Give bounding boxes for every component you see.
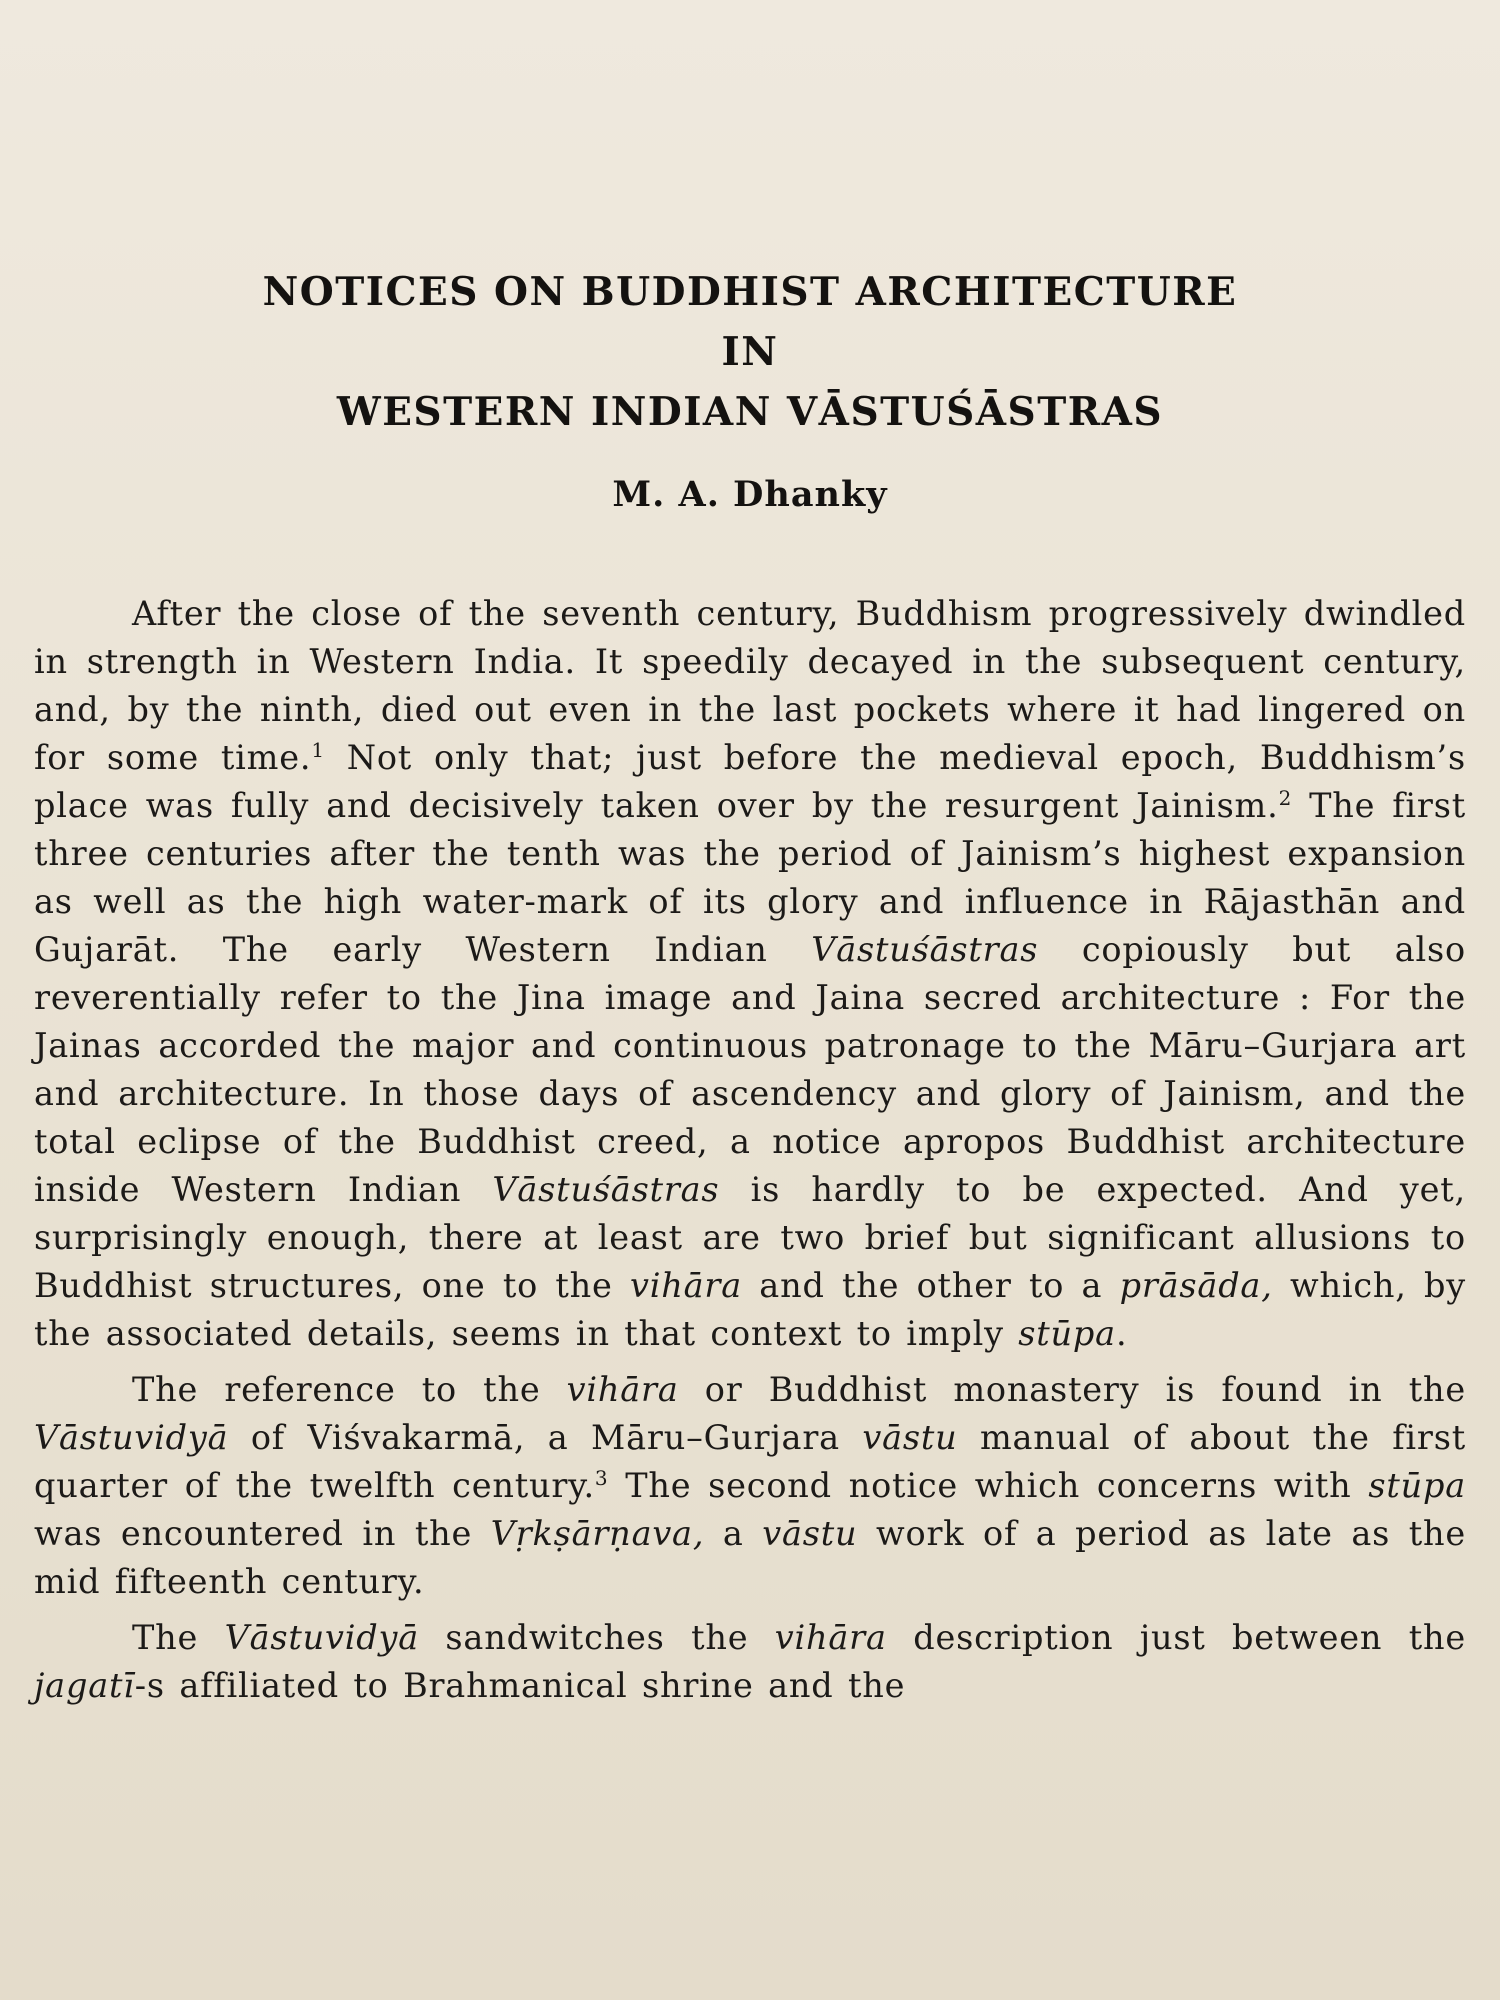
- text-run: After the close of the seventh century, Buddhism progressively dwindled in strength in Western India. It speedily decayed in the subsequent century, and, by the ninth, died out even in the last pockets where it had lingered on for some time.: [34, 594, 1466, 777]
- text-run: The first three centuries after the tenth was the period of Jainism’s highest expansion as well as the high water-mark of its glory and influence in Rājasthān and Gujarāt. The early Western Indian: [34, 786, 1466, 969]
- paragraph: [34, 590, 1466, 1358]
- footnote-ref: 1: [311, 737, 325, 762]
- text-run: a: [704, 1514, 763, 1553]
- italic-term: Vāstuśāstras: [492, 1170, 720, 1209]
- italic-term: Vāstuvidyā: [34, 1418, 229, 1457]
- italic-term: Vṛkṣārṇava,: [490, 1514, 705, 1553]
- text-run: of Viśvakarmā, a Māru–Gurjara: [228, 1418, 863, 1457]
- italic-term: vāstu: [762, 1514, 858, 1553]
- author-name: M. A. Dhanky: [612, 474, 888, 515]
- text-run: work of a period as late as the mid fifteenth century.: [34, 1514, 1467, 1601]
- footnote-ref: 3: [594, 1465, 609, 1490]
- title-line-2: IN: [721, 329, 779, 375]
- text-run: description just between the: [886, 1618, 1466, 1657]
- text-run: is hardly to be expected. And yet, surprisingly enough, there at least are two brief but significant allusions to Buddhist structures, one to the: [34, 1170, 1466, 1305]
- text-run: The second notice which concerns with: [608, 1466, 1369, 1505]
- text-run: copiously but also reverentially refer to the Jina image and Jaina secred architecture : For the Jainas accorded the major and continuous patronage to the Māru–Gurjara art and architecture. In those days of ascendency and glory of Jainism, and the total eclipse of the Buddhist creed, a notice apropos Buddhist architecture inside Western Indian: [34, 930, 1467, 1209]
- paragraph: [34, 1614, 1466, 1710]
- paragraph: [34, 1366, 1466, 1606]
- text-run: Not only that; just before the medieval epoch, Buddhism’s place was fully and decisively taken over by the resurgent Jainism.: [34, 738, 1466, 825]
- text-run: manual of about the first quarter of the twelfth century.: [34, 1418, 1466, 1505]
- article-title: [0, 262, 1500, 442]
- title-line-1: NOTICES ON BUDDHIST ARCHITECTURE: [262, 269, 1238, 315]
- text-run: or Buddhist monastery is found in the: [678, 1370, 1466, 1409]
- italic-term: Vāstuvidyā: [224, 1618, 419, 1657]
- text-run: and the other to a: [741, 1266, 1120, 1305]
- text-run: .: [1115, 1314, 1128, 1353]
- italic-term: vihāra: [630, 1266, 742, 1305]
- title-line-3: WESTERN INDIAN VĀSTUŚĀSTRAS: [336, 389, 1164, 435]
- italic-term: vihāra: [566, 1370, 679, 1409]
- italic-term: vihāra: [774, 1618, 887, 1657]
- text-run: was encountered in the: [34, 1514, 491, 1553]
- italic-term: stūpa: [1018, 1314, 1116, 1353]
- text-run: The reference to the: [132, 1370, 567, 1409]
- text-run: sandwitches the: [418, 1618, 775, 1657]
- italic-term: Vāstuśāstras: [811, 930, 1039, 969]
- footnote-ref: 2: [1278, 785, 1293, 810]
- italic-term: jagatī: [34, 1666, 135, 1705]
- text-run: -s affiliated to Brahmanical shrine and the: [134, 1666, 906, 1705]
- text-run: which, by the associated details, seems in that context to imply: [34, 1266, 1467, 1353]
- article-body: [34, 590, 1466, 1718]
- italic-term: vāstu: [862, 1418, 958, 1457]
- italic-term: prāsāda,: [1119, 1266, 1273, 1305]
- italic-term: stūpa: [1368, 1466, 1466, 1505]
- text-run: The: [132, 1618, 225, 1657]
